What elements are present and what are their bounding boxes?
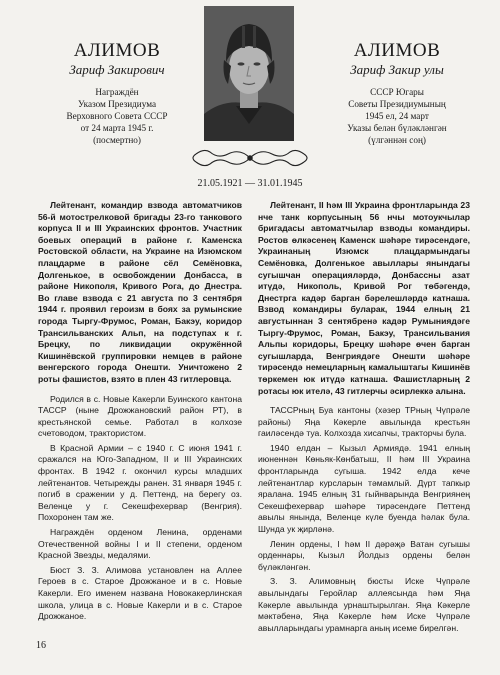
award-line: Награждён [95, 87, 139, 97]
paragraph-tt: 1940 елдан – Кызыл Армиядә. 1941 елның июненнән Көньяк-Көнбатыш, II һәм III Украина фронтларында сугыша. 1942 елда кече лейтенантлар курсларын тәмамлый. Дүрт тапкыр яралана. 1945 елның 31 гыйнварында Венгриянең Секешфехервар шәһәре тирәсендәге Петтенд авылы янында, Веленце күле буенда һәлак була. Шунда ук җирләнә. [258, 442, 470, 535]
header-tatar [322, 40, 472, 146]
surname-ru: АЛИМОВ [73, 40, 161, 61]
portrait-illustration [204, 6, 294, 141]
page-number: 16 [36, 640, 46, 651]
flourish-ornament-icon [180, 144, 320, 172]
award-line: Верховного Совета СССР [66, 111, 168, 121]
paragraph-tt: ТАССРның Буа кантоны (хәзер ТРның Чүпрәле районы) Яңа Кәкерле авылында крестьян гаиләсендә туа. Колхозда хисапчы, тракторчы була. [258, 405, 470, 439]
paragraph-tt: З. З. Алимовның бюсты Иске Чүпрәле авылындагы Геройлар аллеясында һәм Яңа Кәкерле авылында урнаштырылган. Яңа Кәкерле мәктәбенә, Яңа Кәкерле һәм Иске Чүпрәле авылларындагы урамнарга аның исеме бирелгән. [258, 576, 470, 633]
column-russian [38, 200, 242, 626]
paragraph-tt: Ленин ордены, I һәм II дәрәҗә Ватан сугышы орденнары, Кызыл Йолдыз ордены белән бүләкләнгән. [258, 538, 470, 572]
award-line: (посмертно) [93, 135, 141, 145]
award-line: Советы Президиумының [348, 99, 446, 109]
award-line: Указы белән бүләкләнгән [347, 123, 447, 133]
summary-bold-ru: Лейтенант, командир взвода автоматчиков 56-й мотострелковой бригады 23-го танкового корпуса II и III Украинских фронтов. Участник боевых операций в районе г. Каменска Ростовской области, на Украине на Изюмском плацдарме в районе сёл Семёновка, Долгенькое, в освобождении Донбасса, в районе Никополя, Кривого Рога, до Днестра. Во главе взвода с 21 августа по 3 сентября 1944 г. проявил героизм в боях за румынские города Тыргу-Фрумос, Роман, Бакэу, коридор Трансильванских Альп, на подступах к г. Брецку, по ликвидации окружённой Кишинёвской группировки немцев в районе венгерского города Онешти. Уничтожено 2 роты фашистов, взято в плен 43 гитлеровца. [38, 200, 242, 384]
summary-bold-tt: Лейтенант, II һәм III Украина фронтларында 23 нче танк корпусының 56 нчы мотоукчылар бригадасы автоматчылар взводы командиры. Ростов өлкәсенең Каменск шәһәре тирәсендәге, Украинаның Изюмск плацдармындагы Семёновка, Долгенькое авыллары янындагы сугышчан операцияләрдә, Донбассны азат итүдә, Никополь, Кривой Рог төбәгендә, Днестрга кадәр барган бәрелешләрдә катнаша. Взвод командиры буларак, 1944 елның 21 августыннан 3 сентябренә кадәр Румыниядәге Тыргу-Фрумос, Роман, Бакэу, Трансильвания Альпы коридоры, Брецку шәһәре өчен барган сугышларда, Венгриядәге Онешти шәһәре тирәсендә немецларның камалыштагы Кишинёв төркемен юк итүдә катнаша. Фашистларның 2 ротасы юк ителә, 43 гитлерчы әсирлеккә алына. [258, 200, 470, 396]
award-line: 1945 ел, 24 март [365, 111, 429, 121]
paragraph-ru: Родился в с. Новые Какерли Буинского кантона ТАССР (ныне Дрожжановский район РТ), в крестьянской семье. Работал в колхозе счетоводом, трактористом. [38, 393, 242, 439]
paragraph-ru: В Красной Армии – с 1940 г. С июня 1941 г. сражался на Юго-Западном, II и III Украинских фронтах. В 1942 г. окончил курсы младших лейтенантов. Четырежды ранен. 31 января 1945 г. погиб в сражении у д. Петтенд, на берегу оз. Веленце у г. Секешфехервар (Венгрия). Похоронен там же. [38, 442, 242, 523]
surname-tt: АЛИМОВ [353, 40, 441, 61]
award-text-ru [42, 86, 192, 146]
paragraph-ru: Бюст З. З. Алимова установлен на Аллее Героев в с. Старое Дрожжаное и в с. Новые Какерли. Его именем названа Новокакерлинская школа, улица в с. Новые Какерли и в с. Старое Дрожжаное. [38, 564, 242, 622]
header-russian [42, 40, 192, 146]
paragraph-ru: Награждён орденом Ленина, орденами Отечественной войны I и II степени, орденом Красной Звезды, медалями. [38, 527, 242, 561]
column-tatar [258, 200, 470, 637]
award-line: Указом Президиума [77, 99, 157, 109]
given-name-tt: Зариф Закир улы [350, 62, 444, 77]
award-line: от 24 марта 1945 г. [80, 123, 154, 133]
given-name-ru: Зариф Закирович [69, 62, 165, 77]
award-line: (үлгәннән соң) [368, 135, 426, 145]
portrait-photo [204, 6, 294, 141]
life-dates: 21.05.1921 — 31.01.1945 [197, 178, 303, 189]
award-text-tt [322, 86, 472, 146]
award-line: СССР Югары [370, 87, 424, 97]
